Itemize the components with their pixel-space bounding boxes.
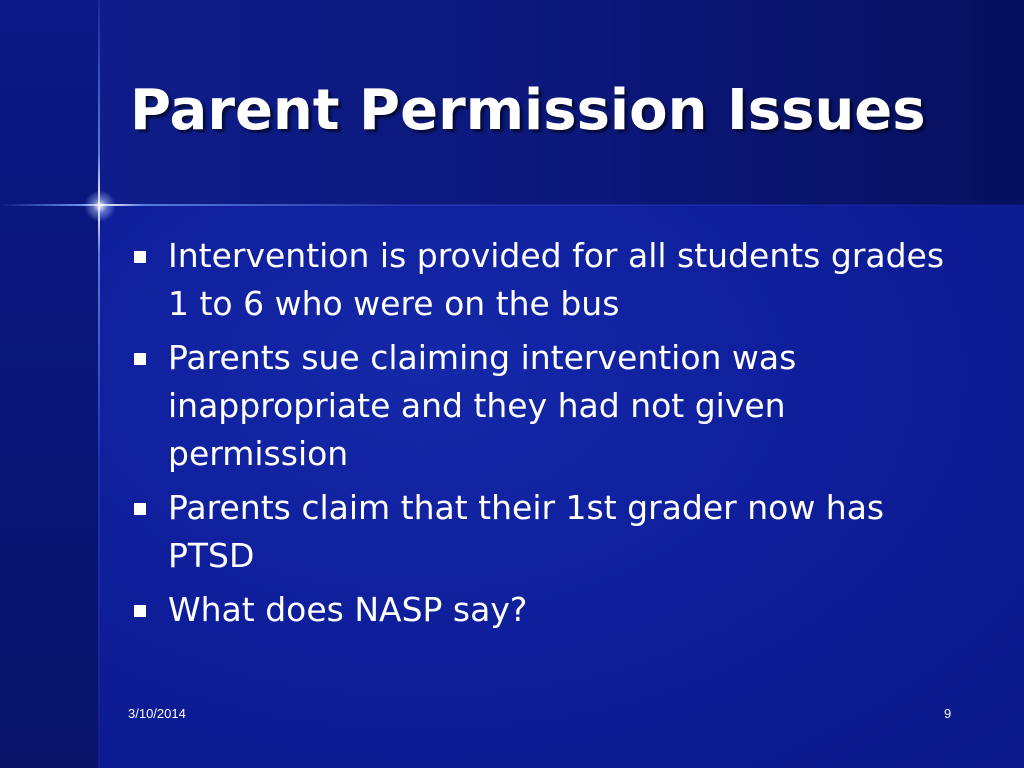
footer-date: 3/10/2014 (128, 706, 186, 721)
square-bullet-icon (134, 353, 146, 365)
star-flare-icon (84, 190, 116, 222)
square-bullet-icon (134, 503, 146, 515)
bullet-text: Parents sue claiming intervention was inappropriate and they had not given permission (168, 338, 797, 473)
vertical-accent-line (98, 0, 100, 768)
bullet-text: What does NASP say? (168, 590, 528, 629)
bullet-text: Intervention is provided for all students grades 1 to 6 who were on the bus (168, 236, 945, 323)
slide-title: Parent Permission Issues (130, 78, 926, 143)
bullet-item (130, 484, 970, 580)
bullet-item (130, 586, 970, 634)
square-bullet-icon (134, 605, 146, 617)
square-bullet-icon (134, 251, 146, 263)
footer-page-number: 9 (944, 706, 952, 721)
background-left-band (0, 0, 98, 768)
bullet-item (130, 334, 970, 478)
bullet-text: Parents claim that their 1st grader now has PTSD (168, 488, 885, 575)
bullet-list (130, 232, 970, 640)
bullet-item (130, 232, 970, 328)
horizontal-accent-line (0, 204, 1024, 206)
